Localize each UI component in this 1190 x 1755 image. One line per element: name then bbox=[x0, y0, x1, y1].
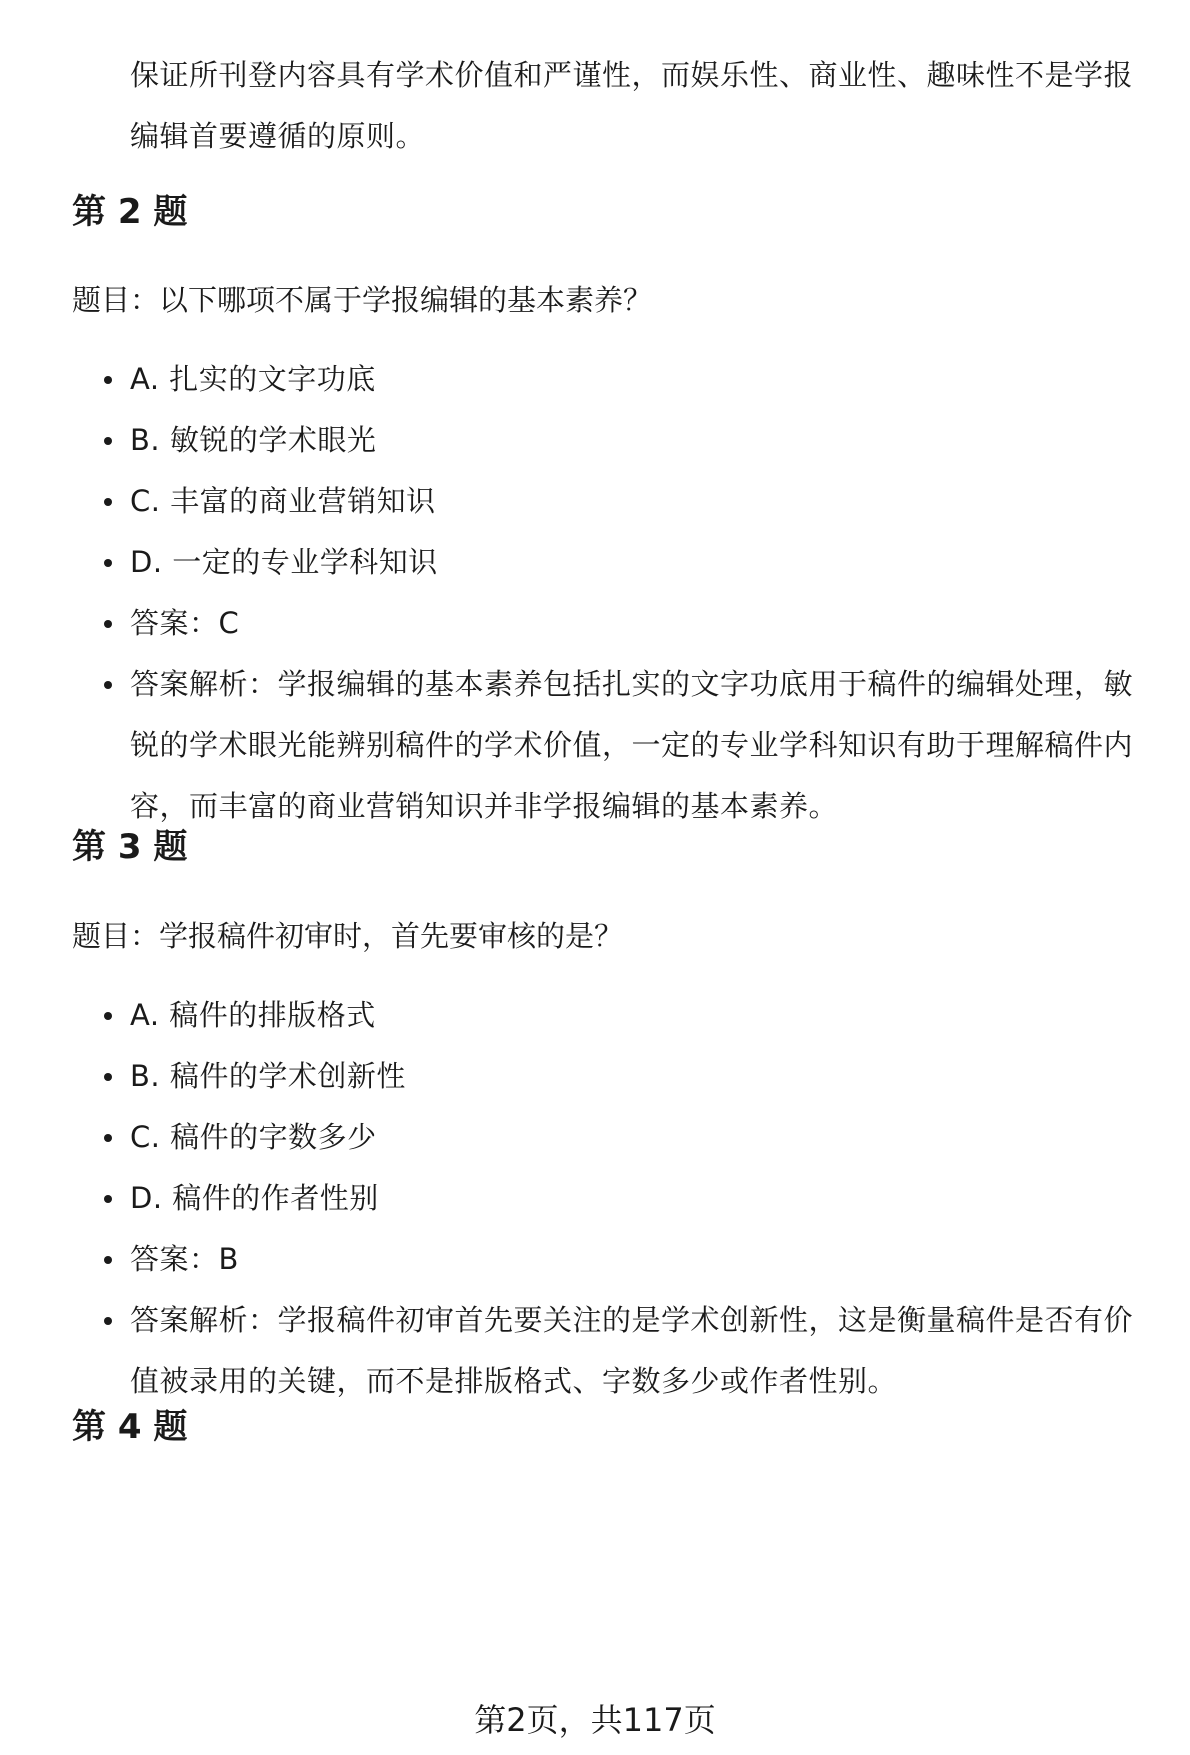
question-3-text: 题目：学报稿件初审时，首先要审核的是？ bbox=[72, 919, 624, 953]
answer: 答案：C bbox=[0, 593, 1160, 654]
continuation-paragraph: 保证所刊登内容具有学术价值和严谨性，而娱乐性、商业性、趣味性不是学报编辑首要遵循的原则。 bbox=[130, 58, 1134, 153]
bullet-icon bbox=[104, 681, 112, 689]
bullet-icon bbox=[104, 559, 112, 567]
bullet-icon bbox=[104, 1012, 112, 1020]
answer-explanation: 答案解析：学报编辑的基本素养包括扎实的文字功底用于稿件的编辑处理，敏锐的学术眼光能辨别稿件的学术价值，一定的专业学科知识有助于理解稿件内容，而丰富的商业营销知识并非学报编辑的基本素养。 bbox=[0, 654, 1160, 837]
option-d: D. 稿件的作者性别 bbox=[0, 1168, 1160, 1229]
answer: 答案：B bbox=[0, 1229, 1160, 1290]
bullet-icon bbox=[104, 437, 112, 445]
answer-explanation: 答案解析：学报稿件初审首先要关注的是学术创新性，这是衡量稿件是否有价值被录用的关键，而不是排版格式、字数多少或作者性别。 bbox=[0, 1290, 1160, 1412]
bullet-icon bbox=[104, 1195, 112, 1203]
option-d: D. 一定的专业学科知识 bbox=[0, 532, 1160, 593]
bullet-icon bbox=[104, 498, 112, 506]
option-a: A. 稿件的排版格式 bbox=[0, 985, 1160, 1046]
page-number-footer: 第2页，共117页 bbox=[474, 1701, 716, 1739]
question-3-list bbox=[0, 985, 1160, 1412]
question-4-heading: 第 4 题 bbox=[72, 1407, 188, 1447]
question-2-heading: 第 2 题 bbox=[72, 192, 188, 232]
option-a: A. 扎实的文字功底 bbox=[0, 349, 1160, 410]
question-3-heading: 第 3 题 bbox=[72, 827, 188, 867]
option-b: B. 敏锐的学术眼光 bbox=[0, 410, 1160, 471]
option-b: B. 稿件的学术创新性 bbox=[0, 1046, 1160, 1107]
question-2-text: 题目：以下哪项不属于学报编辑的基本素养？ bbox=[72, 283, 653, 317]
bullet-icon bbox=[104, 1256, 112, 1264]
bullet-icon bbox=[104, 620, 112, 628]
bullet-icon bbox=[104, 1073, 112, 1081]
bullet-icon bbox=[104, 1317, 112, 1325]
bullet-icon bbox=[104, 376, 112, 384]
question-2-list bbox=[0, 349, 1160, 837]
bullet-icon bbox=[104, 1134, 112, 1142]
option-c: C. 丰富的商业营销知识 bbox=[0, 471, 1160, 532]
option-c: C. 稿件的字数多少 bbox=[0, 1107, 1160, 1168]
